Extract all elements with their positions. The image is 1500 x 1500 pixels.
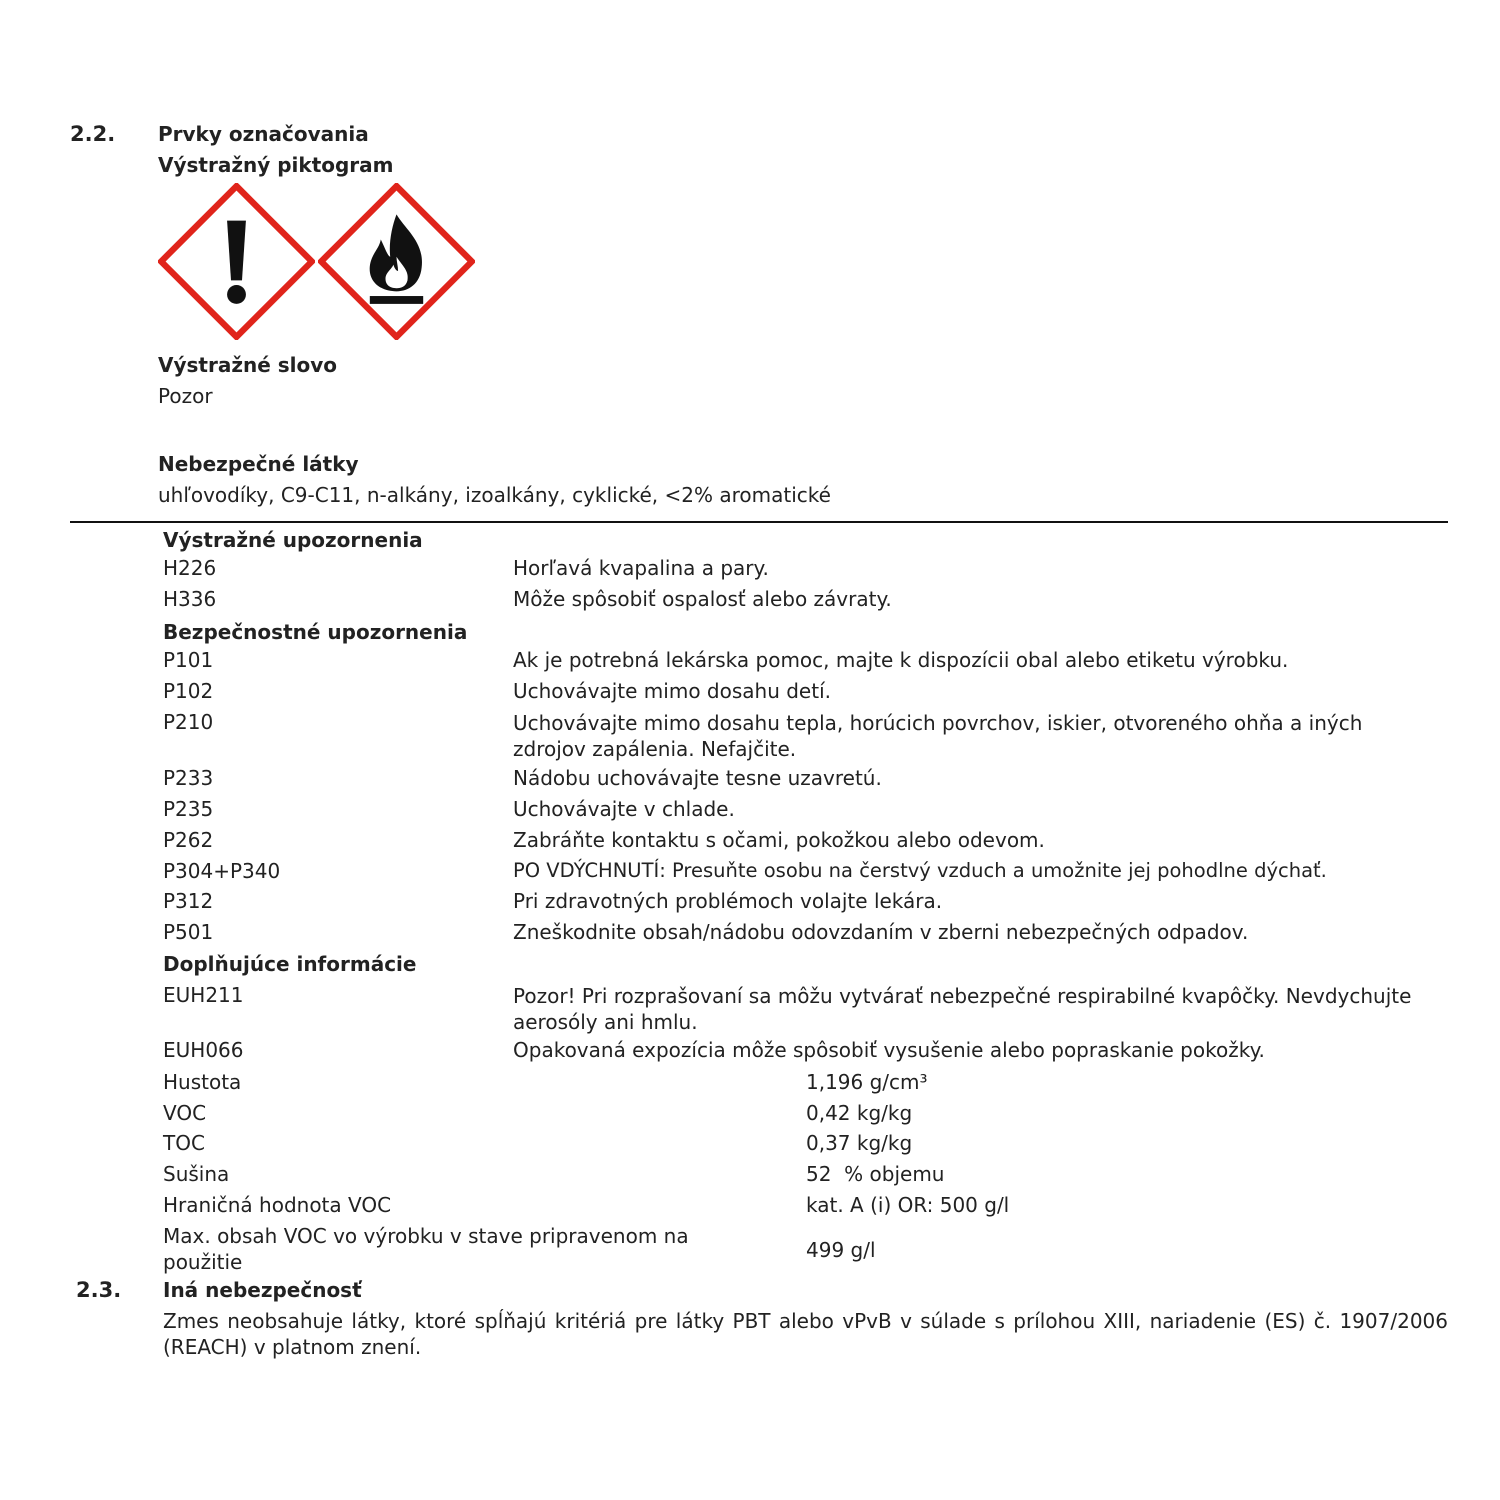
hazardous-substances-heading: Nebezpečné látky [158, 452, 359, 476]
property-value: 0,37 kg/kg [806, 1131, 913, 1155]
statement-code: H226 [163, 556, 217, 580]
divider-line [70, 521, 1448, 523]
ghs02-flame-icon [318, 183, 475, 340]
statement-code: EUH211 [163, 983, 244, 1007]
statement-text: Pri zdravotných problémoch volajte lekára. [513, 889, 943, 913]
statement-text: PO VDÝCHNUTÍ: Presuňte osobu na čerstvý vzduch a umožnite jej pohodlne dýchať. [513, 859, 1327, 882]
section-2-3-text: Zmes neobsahuje látky, ktoré spĺňajú kritériá pre látky PBT alebo vPvB v súlade s prílohou XIII, nariadenie (ES) č. 1907/2006 (REACH) v platnom znení. [163, 1309, 1448, 1359]
section-2-3-number: 2.3. [76, 1278, 122, 1302]
statement-code: P101 [163, 648, 214, 672]
property-value: kat. A (i) OR: 500 g/l [806, 1193, 1010, 1217]
statement-text: Horľavá kvapalina a pary. [513, 556, 769, 580]
property-value: 499 g/l [806, 1238, 876, 1262]
hazardous-substances: uhľovodíky, C9-C11, n-alkány, izoalkány, cyklické, <2% aromatické [158, 483, 831, 507]
precautionary-statements-heading: Bezpečnostné upozornenia [163, 620, 468, 644]
property-label: Hustota [163, 1070, 242, 1094]
property-label: Sušina [163, 1162, 230, 1186]
statement-text: Nádobu uchovávajte tesne uzavretú. [513, 766, 882, 790]
property-label: VOC [163, 1101, 207, 1125]
statement-text: Uchovávajte v chlade. [513, 797, 735, 821]
statement-code: P233 [163, 766, 214, 790]
statement-text: Opakovaná expozícia môže spôsobiť vysušenie alebo popraskanie pokožky. [513, 1038, 1265, 1062]
statement-code: P501 [163, 920, 214, 944]
section-2-3-title: Iná nebezpečnosť [163, 1278, 362, 1302]
statement-code: P262 [163, 828, 214, 852]
statement-text: Uchovávajte mimo dosahu tepla, horúcich povrchov, iskier, otvoreného ohňa a iných zdrojov zapálenia. Nefajčite. [513, 711, 1363, 761]
property-value: 1,196 g/cm³ [806, 1070, 928, 1094]
statement-code: P312 [163, 889, 214, 913]
property-label: Hraničná hodnota VOC [163, 1193, 392, 1217]
statement-text: Uchovávajte mimo dosahu detí. [513, 679, 831, 703]
statement-text: Môže spôsobiť ospalosť alebo závraty. [513, 587, 892, 611]
statement-code: EUH066 [163, 1038, 244, 1062]
section-2-2-title: Prvky označovania [158, 122, 369, 146]
supplemental-information-heading: Doplňujúce informácie [163, 952, 417, 976]
signal-word-heading: Výstražné slovo [158, 353, 338, 377]
pictogram-heading: Výstražný piktogram [158, 153, 394, 177]
property-value: 0,42 kg/kg [806, 1101, 913, 1125]
section-2-2-number: 2.2. [70, 122, 116, 146]
statement-text: Pozor! Pri rozprašovaní sa môžu vytvárať nebezpečné respirabilné kvapôčky. Nevdychujte aerosóly ani hmlu. [513, 984, 1412, 1034]
statement-code: H336 [163, 587, 217, 611]
property-value: 52 % objemu [806, 1162, 945, 1186]
property-label: Max. obsah VOC vo výrobku v stave pripravenom na použitie [163, 1224, 689, 1274]
statement-code: P210 [163, 710, 214, 734]
statement-text: Zabráňte kontaktu s očami, pokožkou alebo odevom. [513, 828, 1045, 852]
signal-word: Pozor [158, 384, 213, 408]
property-label: TOC [163, 1131, 205, 1155]
statement-code: P102 [163, 679, 214, 703]
statement-code: P235 [163, 797, 214, 821]
hazard-statements-heading: Výstražné upozornenia [163, 528, 423, 552]
statement-code: P304+P340 [163, 859, 281, 883]
ghs07-exclamation-mark-icon [158, 183, 315, 340]
statement-text: Ak je potrebná lekárska pomoc, majte k dispozícii obal alebo etiketu výrobku. [513, 648, 1289, 672]
statement-text: Zneškodnite obsah/nádobu odovzdaním v zberni nebezpečných odpadov. [513, 920, 1249, 944]
